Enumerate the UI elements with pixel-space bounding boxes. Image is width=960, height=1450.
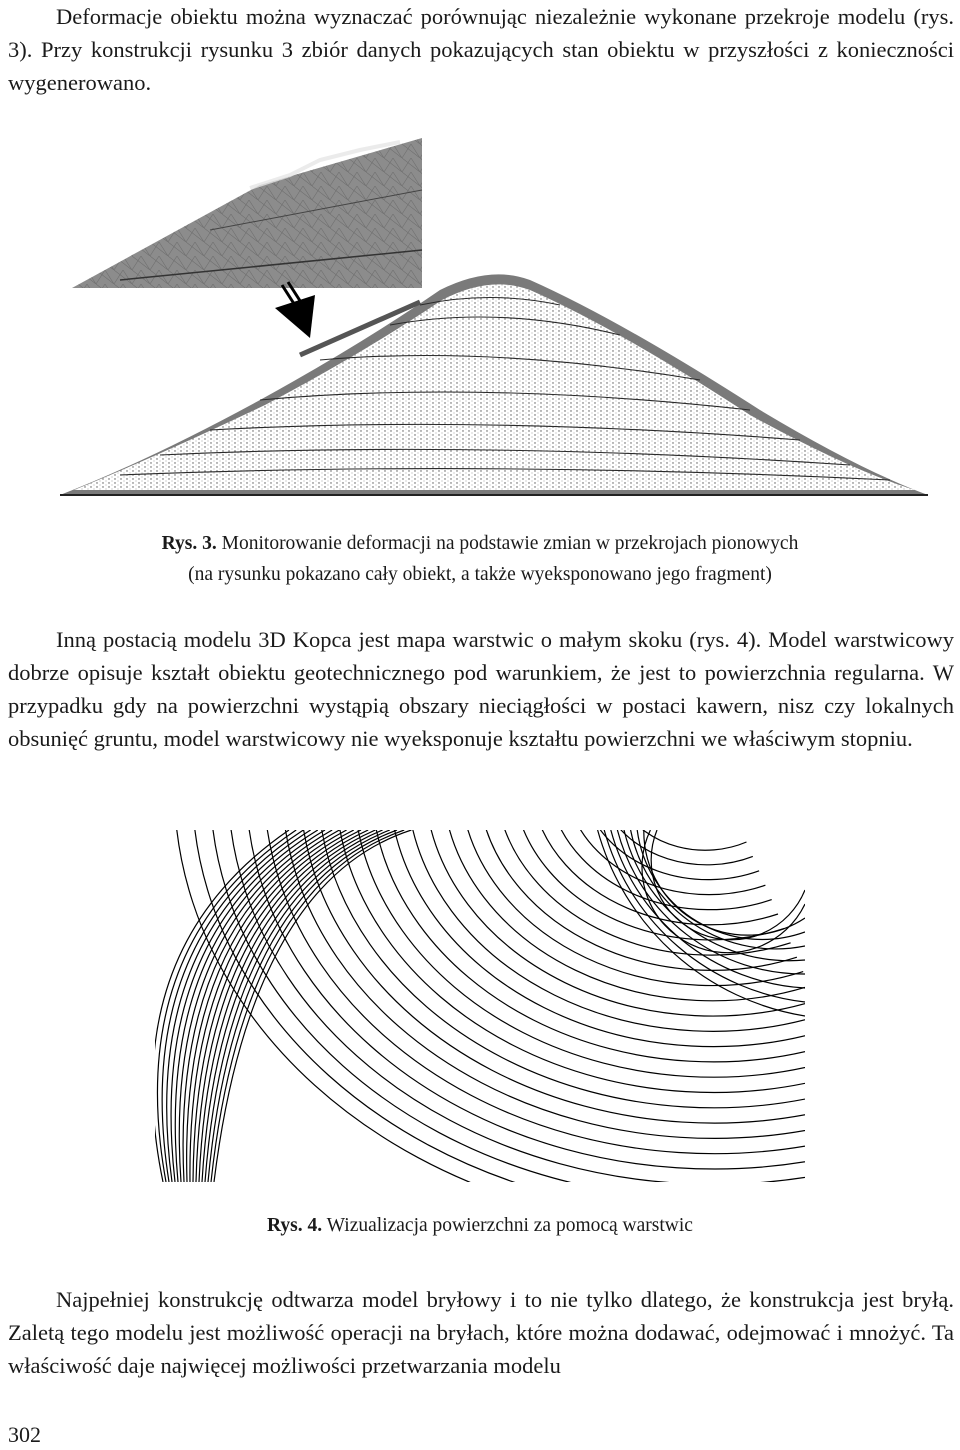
figure-3-caption-line1: Monitorowanie deformacji na podstawie zmian w przekrojach pionowych <box>221 533 799 554</box>
figure-4-caption <box>0 1210 960 1241</box>
paragraph-deformation-text: Deformacje obiektu można wyznaczać porównując niezależnie wykonane przekroje modelu (rys. 3). Przy konstrukcji rysunku 3 zbiór danych pokazujących stan obiektu w przyszłości z konieczności wygenerowano. <box>8 4 954 95</box>
page-number: 302 <box>8 1422 41 1447</box>
figure-cross-section-monitoring <box>60 130 930 500</box>
arrow-icon <box>275 282 315 338</box>
paragraph-solid-model-text: Najpełniej konstrukcję odtwarza model bryłowy i to nie tylko dlatego, że konstrukcja jest bryłą. Zaletą tego modelu jest możliwość operacji na bryłach, które można dodawać, odejmować i mnożyć. Ta właściwość daje najwięcej możliwości przetwarzania modelu <box>8 1287 954 1378</box>
zoomed-fragment <box>72 138 422 288</box>
paragraph-solid-model <box>8 1283 954 1382</box>
mound-cross-sections <box>60 274 928 495</box>
figure-4-caption-text: Wizualizacja powierzchni za pomocą warstwic <box>326 1215 693 1236</box>
figure-3-caption <box>0 528 960 590</box>
figure-contour-map <box>155 830 805 1182</box>
figure-4-label: Rys. 4. <box>267 1215 323 1236</box>
paragraph-contour-model <box>8 623 954 755</box>
figure-3-label: Rys. 3. <box>161 533 217 554</box>
paragraph-deformation <box>8 0 954 99</box>
paragraph-contour-model-text: Inną postacią modelu 3D Kopca jest mapa warstwic o małym skoku (rys. 4). Model warstwicowy dobrze opisuje kształt obiektu geotechnicznego pod warunkiem, że jest to powierzchnia regularna. W przypadku gdy na powierzchni wystąpią obszary nieciągłości w postaci kawern, nisz czy lokalnych obsunięć gruntu, model warstwicowy nie wyeksponuje kształtu powierzchni we właściwym stopniu. <box>8 627 954 751</box>
figure-3-caption-line2: (na rysunku pokazano cały obiekt, a także wyeksponowano jego fragment) <box>188 564 772 585</box>
